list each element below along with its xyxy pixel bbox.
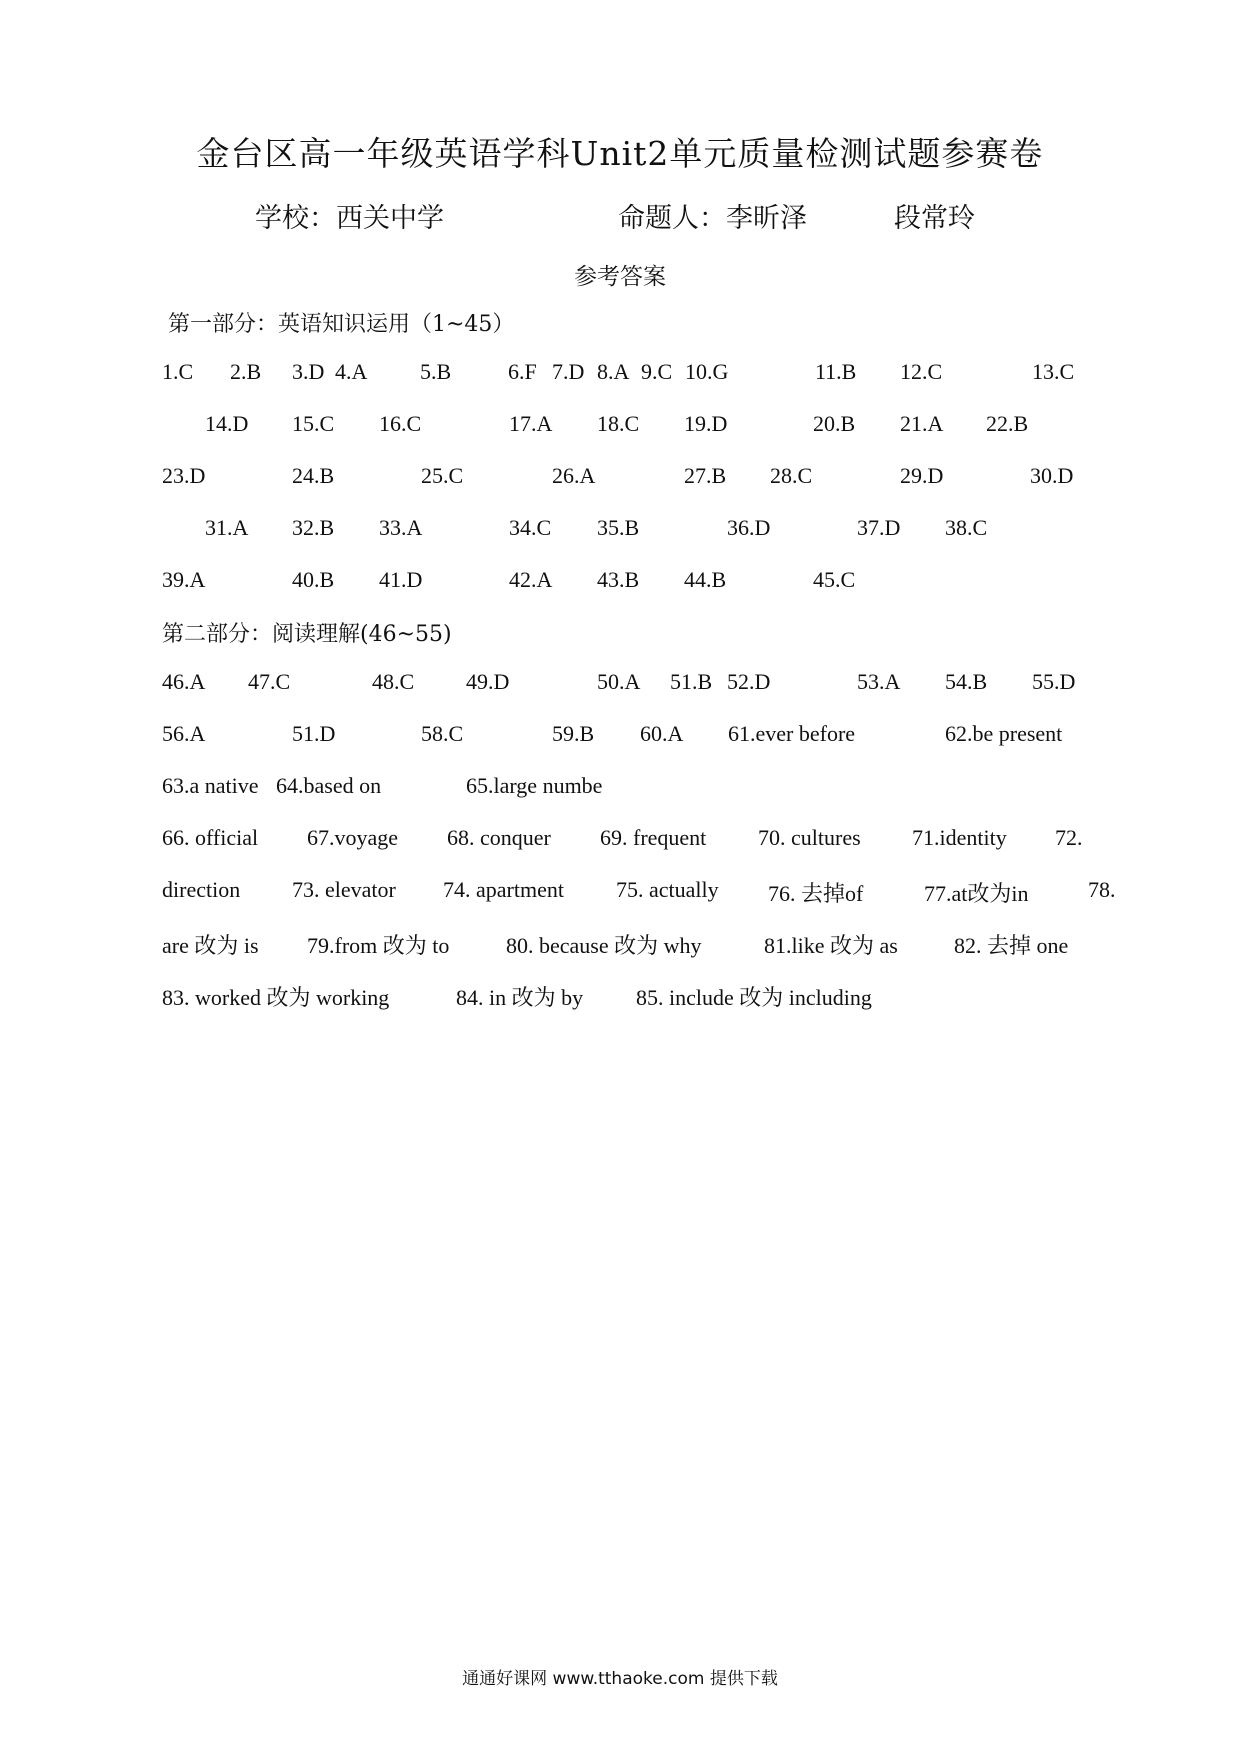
answer-item: 13.C xyxy=(1032,359,1075,384)
answer-item: 74. apartment xyxy=(443,877,564,902)
answer-row xyxy=(0,567,1240,601)
author-label: 命题人：李昕泽 xyxy=(618,203,807,234)
answer-item: 45.C xyxy=(813,567,856,592)
answer-item: 16.C xyxy=(379,411,422,436)
answer-item: 43.B xyxy=(597,567,640,592)
answer-item: 5.B xyxy=(420,359,452,384)
answer-row xyxy=(0,825,1240,859)
answer-item: 58.C xyxy=(421,721,464,746)
answer-item: 78. xyxy=(1088,877,1116,902)
answer-row xyxy=(0,411,1240,445)
answer-item: 83. worked 改为 working xyxy=(162,985,390,1010)
answer-item: 27.B xyxy=(684,463,727,488)
answer-item: 18.C xyxy=(597,411,640,436)
answer-item: 24.B xyxy=(292,463,335,488)
answer-item: 53.A xyxy=(857,669,901,694)
answer-item: are 改为 is xyxy=(162,933,259,958)
answer-item: 71.identity xyxy=(912,825,1007,850)
answer-item: 11.B xyxy=(815,359,857,384)
page-title: 金台区高一年级英语学科Unit2单元质量检测试题参赛卷 xyxy=(196,134,1044,173)
answer-item: 7.D xyxy=(552,359,585,384)
answer-item: 15.C xyxy=(292,411,335,436)
answer-item: 79.from 改为 to xyxy=(307,933,450,958)
answer-item: 82. 去掉 one xyxy=(954,933,1069,958)
answer-item: 50.A xyxy=(597,669,641,694)
answer-row xyxy=(0,721,1240,755)
footer-credit: 通通好课网 www.tthaoke.com 提供下载 xyxy=(462,1669,778,1689)
answer-item: 38.C xyxy=(945,515,988,540)
answer-item: 84. in 改为 by xyxy=(456,985,584,1010)
answer-item: 51.B xyxy=(670,669,713,694)
answer-item: 73. elevator xyxy=(292,877,396,902)
answer-item: 28.C xyxy=(770,463,813,488)
answer-item: 44.B xyxy=(684,567,727,592)
answer-item: 54.B xyxy=(945,669,988,694)
answer-item: 65.large numbe xyxy=(466,773,603,798)
answer-item: 72. xyxy=(1055,825,1083,850)
answer-item: 59.B xyxy=(552,721,595,746)
answer-row xyxy=(0,877,1240,911)
answer-item: 41.D xyxy=(379,567,423,592)
answer-item: 22.B xyxy=(986,411,1029,436)
answer-item: 68. conquer xyxy=(447,825,551,850)
answer-item: 60.A xyxy=(640,721,684,746)
answer-item: 10.G xyxy=(685,359,729,384)
answer-row xyxy=(0,929,1240,963)
answer-row xyxy=(0,669,1240,703)
answer-item: 52.D xyxy=(727,669,771,694)
answer-item: 3.D xyxy=(292,359,325,384)
answer-item: 35.B xyxy=(597,515,640,540)
answer-row xyxy=(0,463,1240,497)
answer-item: 49.D xyxy=(466,669,510,694)
answer-item: 12.C xyxy=(900,359,943,384)
school-label: 学校：西关中学 xyxy=(255,203,444,234)
answer-row xyxy=(0,515,1240,549)
section-heading-2: 第二部分：阅读理解(46~55) xyxy=(162,622,452,647)
answer-item: 23.D xyxy=(162,463,206,488)
answer-item: 4.A xyxy=(335,359,368,384)
answer-row xyxy=(0,981,1240,1015)
answer-item: 19.D xyxy=(684,411,728,436)
answer-item: direction xyxy=(162,877,241,902)
meta-line xyxy=(0,196,1240,236)
answer-item: 67.voyage xyxy=(307,825,399,850)
answer-item: 37.D xyxy=(857,515,901,540)
answer-item: 31.A xyxy=(205,515,249,540)
answer-item: 17.A xyxy=(509,411,553,436)
answer-item: 48.C xyxy=(372,669,415,694)
answer-item: 21.A xyxy=(900,411,944,436)
answer-item: 40.B xyxy=(292,567,335,592)
answer-item: 55.D xyxy=(1032,669,1076,694)
answer-item: 20.B xyxy=(813,411,856,436)
answer-item: 14.D xyxy=(205,411,249,436)
answer-item: 9.C xyxy=(641,359,673,384)
answer-item: 66. official xyxy=(162,825,259,850)
answer-item: 51.D xyxy=(292,721,336,746)
answer-item: 1.C xyxy=(162,359,194,384)
answer-item: 39.A xyxy=(162,567,206,592)
answer-item: 81.like 改为 as xyxy=(764,933,898,958)
answer-item: 34.C xyxy=(509,515,552,540)
answer-item: 2.B xyxy=(230,359,262,384)
answer-item: 63.a native xyxy=(162,773,259,798)
coauthor-label: 段常玲 xyxy=(894,203,975,234)
answer-item: 85. include 改为 including xyxy=(636,985,872,1010)
answer-item: 36.D xyxy=(727,515,771,540)
answer-item: 42.A xyxy=(509,567,553,592)
answer-row xyxy=(0,359,1240,393)
answer-item: 80. because 改为 why xyxy=(506,933,702,958)
section-heading-1: 第一部分：英语知识运用（1~45） xyxy=(168,312,515,337)
answer-item: 25.C xyxy=(421,463,464,488)
answer-item: 70. cultures xyxy=(758,825,861,850)
answer-row xyxy=(0,773,1240,807)
answer-item: 29.D xyxy=(900,463,944,488)
answer-item: 6.F xyxy=(508,359,537,384)
answer-item: 8.A xyxy=(597,359,630,384)
answer-item: 33.A xyxy=(379,515,423,540)
answer-item: 64.based on xyxy=(276,773,382,798)
answer-item: 30.D xyxy=(1030,463,1074,488)
answer-item: 75. actually xyxy=(616,877,719,902)
answer-item: 77.at改为in xyxy=(924,881,1029,906)
answer-item: 47.C xyxy=(248,669,291,694)
answer-item: 62.be present xyxy=(945,721,1063,746)
answer-item: 46.A xyxy=(162,669,206,694)
answer-item: 32.B xyxy=(292,515,335,540)
answer-item: 61.ever before xyxy=(728,721,856,746)
answer-item: 76. 去掉of xyxy=(768,881,864,906)
answer-key-heading: 参考答案 xyxy=(574,264,666,290)
answer-item: 56.A xyxy=(162,721,206,746)
answer-item: 26.A xyxy=(552,463,596,488)
answer-item: 69. frequent xyxy=(600,825,707,850)
